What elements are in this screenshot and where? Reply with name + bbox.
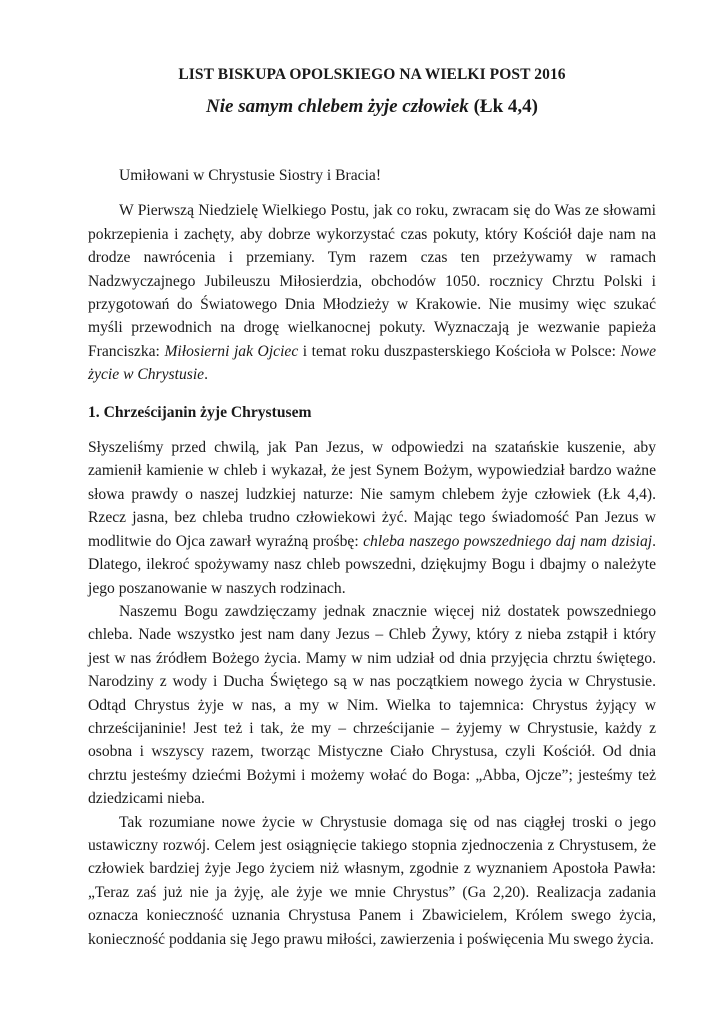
subtitle-reference: (Łk 4,4)	[468, 96, 538, 117]
section-p1-text: Słyszeliśmy przed chwilą, jak Pan Jezus, w odpowiedzi na szatańskie kuszenie, aby zamienił kamienie w chleb i wykazał, że jest Synem Bożym, wypowiedział bardzo ważne słowa prawdy o naszej ludzkiej naturze: Nie samym chlebem żyje człowiek (Łk 4,4). Rzecz jasna, bez chleba trudno człowiekowi żyć. Mając tego świadomość Pan Jezus w modlitwie do Ojca zawarł wyraźną prośbę:	[88, 439, 656, 550]
intro-text: W Pierwszą Niedzielę Wielkiego Postu, jak co roku, zwracam się do Was ze słowami pokrzepienia i zachęty, aby dobrze wykorzystać czas pokuty, który Kościół daje nam na drodze nawrócenia i przemiany. Tym razem czas ten przeżywamy w ramach Nadzwyczajnego Jubileuszu Miłosierdzia, obchodów 1050. rocznicy Chrztu Polski i przygotowań do Światowego Dnia Młodzieży w Krakowie. Nie musimy więc szukać myśli przewodnich na drogę wielkanocnej pokuty. Wyznaczają je wezwanie papieża Franciszka:	[88, 202, 656, 360]
section-p1-emphasis: chleba naszego powszedniego daj nam dzisiaj	[363, 532, 653, 550]
letter-subtitle	[88, 96, 656, 118]
greeting: Umiłowani w Chrystusie Siostry i Bracia!	[119, 167, 382, 184]
subtitle-quote: Nie samym chlebem żyje człowiek	[206, 96, 469, 117]
section-paragraph-3: Tak rozumiane nowe życie w Chrystusie domaga się od nas ciągłej troski o jego ustawiczny rozwój. Celem jest osiągnięcie takiego stopnia zjednoczenia z Chrystusem, że człowiek bardziej żyje Jego życiem niż własnym, zgodnie z wyznaniem Apostoła Pawła: „Teraz zaś już nie ja żyję, ale żyje we mnie Chrystus” (Ga 2,20). Realizacja zadania oznacza konieczność uznania Chrystusa Panem i Zbawicielem, Królem swego życia, konieczność poddania się Jego prawu miłości, zawierzenia i poświęcenia Mu swego życia.	[88, 813, 656, 948]
intro-text-end: .	[204, 366, 208, 384]
intro-paragraph	[88, 199, 656, 386]
letter-body	[88, 164, 656, 951]
section-p1-end: . Dlatego, ilekroć spożywamy nasz chleb powszedni, dziękujmy Bogu i dbajmy o należyte jego poszanowanie w naszych rodzinach.	[88, 532, 656, 597]
section-paragraph-2: Naszemu Bogu zawdzięczamy jednak znacznie więcej niż dostatek powszedniego chleba. Nade wszystko jest nam dany Jezus – Chleb Żywy, który z nieba zstąpił i który jest w nas źródłem Bożego życia. Mamy w nim udział od dnia przyjęcia chrztu świętego. Narodziny z wody i Ducha Świętego są w nas początkiem nowego życia w Chrystusie. Odtąd Chrystus żyje w nas, a my w Nim. Wielka to tajemnica: Chrystus żyjący w chrześcijaninie! Jest też i tak, że my – chrześcijanie – żyjemy w Chrystusie, każdy z osobna i wszyscy razem, tworząc Mistyczne Ciało Chrystusa, czyli Kościół. Od dnia chrztu jesteśmy dziećmi Bożymi i możemy wołać do Boga: „Abba, Ojcze”; jesteśmy też dziedzicami nieba.	[88, 602, 656, 808]
section-heading: 1. Chrześcijanin żyje Chrystusem	[88, 403, 312, 421]
intro-emphasis-2: Nowe życie w Chrystusie	[88, 342, 656, 384]
section-paragraph-1	[88, 436, 656, 600]
intro-text-mid: i temat roku duszpasterskiego Kościoła w Polsce:	[298, 342, 621, 360]
letter-title: LIST BISKUPA OPOLSKIEGO NA WIELKI POST 2016	[178, 66, 566, 83]
intro-emphasis-1: Miłosierni jak Ojciec	[164, 342, 299, 360]
